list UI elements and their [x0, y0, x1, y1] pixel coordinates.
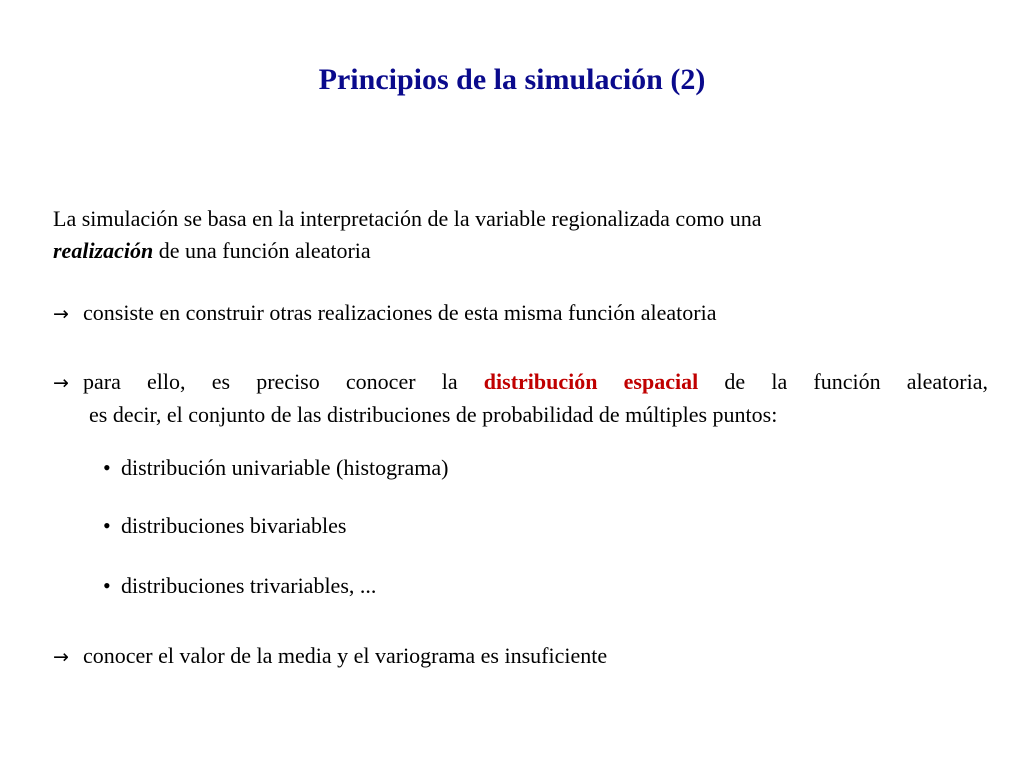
point-1-text: consiste en construir otras realizaciones de esta misma función aleatoria — [83, 300, 717, 325]
bullet-text: distribuciones trivariables, ... — [121, 573, 377, 598]
intro-line-1: La simulación se basa en la interpretación de la variable regionalizada como una — [53, 206, 762, 231]
intro-line-2-rest: de una función aleatoria — [153, 238, 371, 263]
point-2-highlight: distribución espacial — [483, 369, 699, 394]
point-2-first-line — [53, 366, 988, 399]
point-3-text: conocer el valor de la media y el variograma es insuficiente — [83, 643, 608, 668]
slide-title: Principios de la simulación (2) — [318, 63, 706, 96]
bullet-text: distribuciones bivariables — [121, 513, 347, 538]
bullet-item — [103, 570, 376, 602]
bullet-icon: • — [103, 573, 111, 598]
point-3 — [53, 640, 607, 673]
right-arrow-icon: → — [53, 372, 69, 394]
right-arrow-icon: → — [53, 646, 69, 668]
right-arrow-icon: → — [53, 303, 69, 325]
point-2-after: de la función aleatoria, — [698, 369, 989, 394]
bullet-icon: • — [103, 513, 111, 538]
point-2-continuation: es decir, el conjunto de las distribuciones de probabilidad de múltiples puntos: — [89, 402, 778, 427]
intro-emphasis: realización — [53, 238, 154, 263]
bullet-item — [103, 452, 448, 484]
bullet-icon: • — [103, 455, 111, 480]
bullet-item — [103, 510, 346, 542]
point-2 — [53, 366, 988, 431]
point-2-before: para ello, es preciso conocer la — [83, 369, 484, 394]
point-1 — [53, 297, 716, 330]
bullet-text: distribución univariable (histograma) — [121, 455, 449, 480]
intro-paragraph — [53, 203, 762, 267]
